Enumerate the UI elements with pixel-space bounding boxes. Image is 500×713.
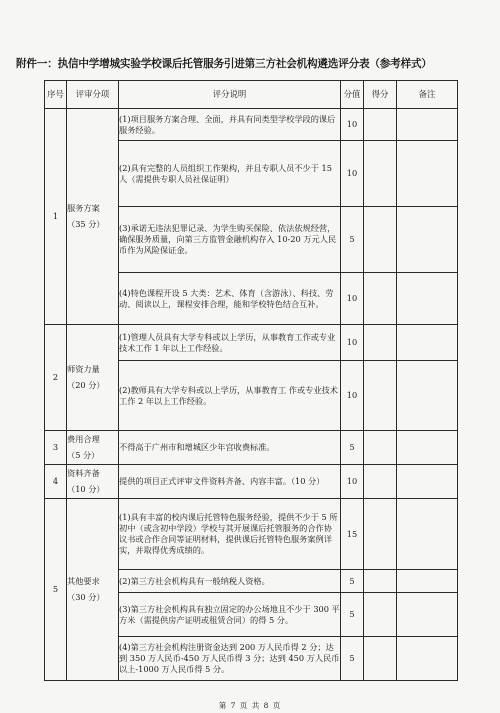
remarks-cell[interactable]: [397, 499, 458, 570]
page-title: 附件一：执信中学增城实验学校课后托管服务引进第三方社会机构遴选评分表（参考样式）: [16, 58, 432, 70]
points-cell[interactable]: [364, 273, 397, 325]
remarks-cell[interactable]: [397, 141, 458, 207]
score-cell: 15: [341, 499, 364, 570]
points-cell[interactable]: [364, 431, 397, 465]
seq-cell: 2: [45, 325, 67, 431]
category-points: （35 分）: [67, 219, 105, 229]
description-cell: (1)项目服务方案合理、全面，并具有同类型学校学段的课后服务经验。: [119, 109, 341, 141]
score-cell: 10: [341, 109, 364, 141]
score-cell: 5: [341, 593, 364, 637]
description-cell: (3)第三方社会机构具有独立固定的办公场地且不少于 300 平方米（需提供房产证明或租赁合同）的得 5 分。: [119, 593, 341, 637]
description-cell: (4)特色课程开设 5 大类：艺术、体育（含游泳）、科技、劳动、阅读以上，课程安排合理，能和学校特色结合互补。: [119, 273, 341, 325]
points-cell[interactable]: [364, 637, 397, 681]
category-cell: [67, 465, 119, 499]
category-name: 其他要求: [67, 576, 100, 587]
category-points: （10 分）: [67, 484, 105, 494]
description-cell: (2)教师具有大学专科或以上学历，从事教育工 作或专业技术工作 2 年以上工作经验。: [119, 361, 341, 431]
points-cell[interactable]: [364, 109, 397, 141]
description-cell: (1)管理人员具有大学专科或以上学历，从事教育工作或专业技术工作 1 年以上工作经验。: [119, 325, 341, 361]
table-row: [45, 325, 458, 361]
seq-cell: 5: [45, 499, 67, 681]
category-name: 师资力量: [67, 364, 100, 375]
points-cell[interactable]: [364, 499, 397, 570]
seq-cell: 4: [45, 465, 67, 499]
description-cell: 不得高于广州市和增城区少年宫收费标准。: [119, 431, 341, 465]
seq-cell: 3: [45, 431, 67, 465]
table-row: [45, 499, 458, 570]
score-cell: 5: [341, 431, 364, 465]
remarks-cell[interactable]: [397, 207, 458, 273]
header-remarks: 备注: [397, 81, 458, 109]
score-cell: 10: [341, 361, 364, 431]
remarks-cell[interactable]: [397, 465, 458, 499]
score-cell: 10: [341, 465, 364, 499]
header-category: 评审分项: [67, 81, 119, 109]
remarks-cell[interactable]: [397, 273, 458, 325]
page-footer: 第 7 页 共 8 页: [218, 701, 282, 710]
category-name: 费用合理: [67, 434, 100, 445]
description-cell: (4)第三方社会机构注册资金达到 200 万人民币得 2 分；达到 350 万人民币-450 万人民币得 3 分；达到 450 万人民币以上-1000 万人民币得 5 分。: [119, 637, 341, 681]
category-cell: [67, 109, 119, 325]
score-cell: 5: [341, 207, 364, 273]
category-points: （20 分）: [67, 380, 105, 390]
header-description: 评分说明: [119, 81, 341, 109]
description-cell: (3)承诺无违法犯罪记录、为学生购买保险、依法依规经营，确保服务质量，向第三方监管金融机构存入 10-20 万元人民币作为风险保证金。: [119, 207, 341, 273]
description-cell: (2)具有完整的人员组织工作架构，并且专职人员不少于 15 人（需提供专职人员社保证明）: [119, 141, 341, 207]
description-cell: (1)具有丰富的校内课后托管特色服务经验，提供不少于 5 所初中（或含初中学段）学校与其开展课后托管服务的合作协议书或合作合同等证明材料，提供课后托管特色服务案例详实，并取得优秀成绩的。: [119, 499, 341, 570]
category-cell: [67, 431, 119, 465]
remarks-cell[interactable]: [397, 593, 458, 637]
points-cell[interactable]: [364, 361, 397, 431]
seq-cell: 1: [45, 109, 67, 325]
table-row: [45, 465, 458, 499]
points-cell[interactable]: [364, 325, 397, 361]
score-cell: 5: [341, 637, 364, 681]
points-cell[interactable]: [364, 465, 397, 499]
description-cell: (2)第三方社会机构具有一般纳税人资格。: [119, 570, 341, 593]
points-cell[interactable]: [364, 570, 397, 593]
remarks-cell[interactable]: [397, 637, 458, 681]
category-cell: [67, 325, 119, 431]
points-cell[interactable]: [364, 141, 397, 207]
score-cell: 10: [341, 273, 364, 325]
table-row: [45, 109, 458, 141]
score-cell: 10: [341, 325, 364, 361]
remarks-cell[interactable]: [397, 325, 458, 361]
remarks-cell[interactable]: [397, 109, 458, 141]
category-cell: [67, 499, 119, 681]
scoring-table: [44, 80, 458, 681]
table-row: [45, 431, 458, 465]
table-header-row: [45, 81, 458, 109]
remarks-cell[interactable]: [397, 431, 458, 465]
score-cell: 10: [341, 141, 364, 207]
category-name: 资料齐备: [67, 468, 100, 479]
category-name: 服务方案: [67, 203, 100, 214]
remarks-cell[interactable]: [397, 361, 458, 431]
description-cell: 提供的项目正式评审文件资料齐备、内容丰富。（10 分）: [119, 465, 341, 499]
header-score: 分值: [341, 81, 364, 109]
points-cell[interactable]: [364, 207, 397, 273]
category-points: （30 分）: [67, 592, 105, 602]
score-cell: 5: [341, 570, 364, 593]
points-cell[interactable]: [364, 593, 397, 637]
remarks-cell[interactable]: [397, 570, 458, 593]
header-points: 得分: [364, 81, 397, 109]
header-seq: 序号: [45, 81, 67, 109]
category-points: （5 分）: [67, 450, 100, 460]
